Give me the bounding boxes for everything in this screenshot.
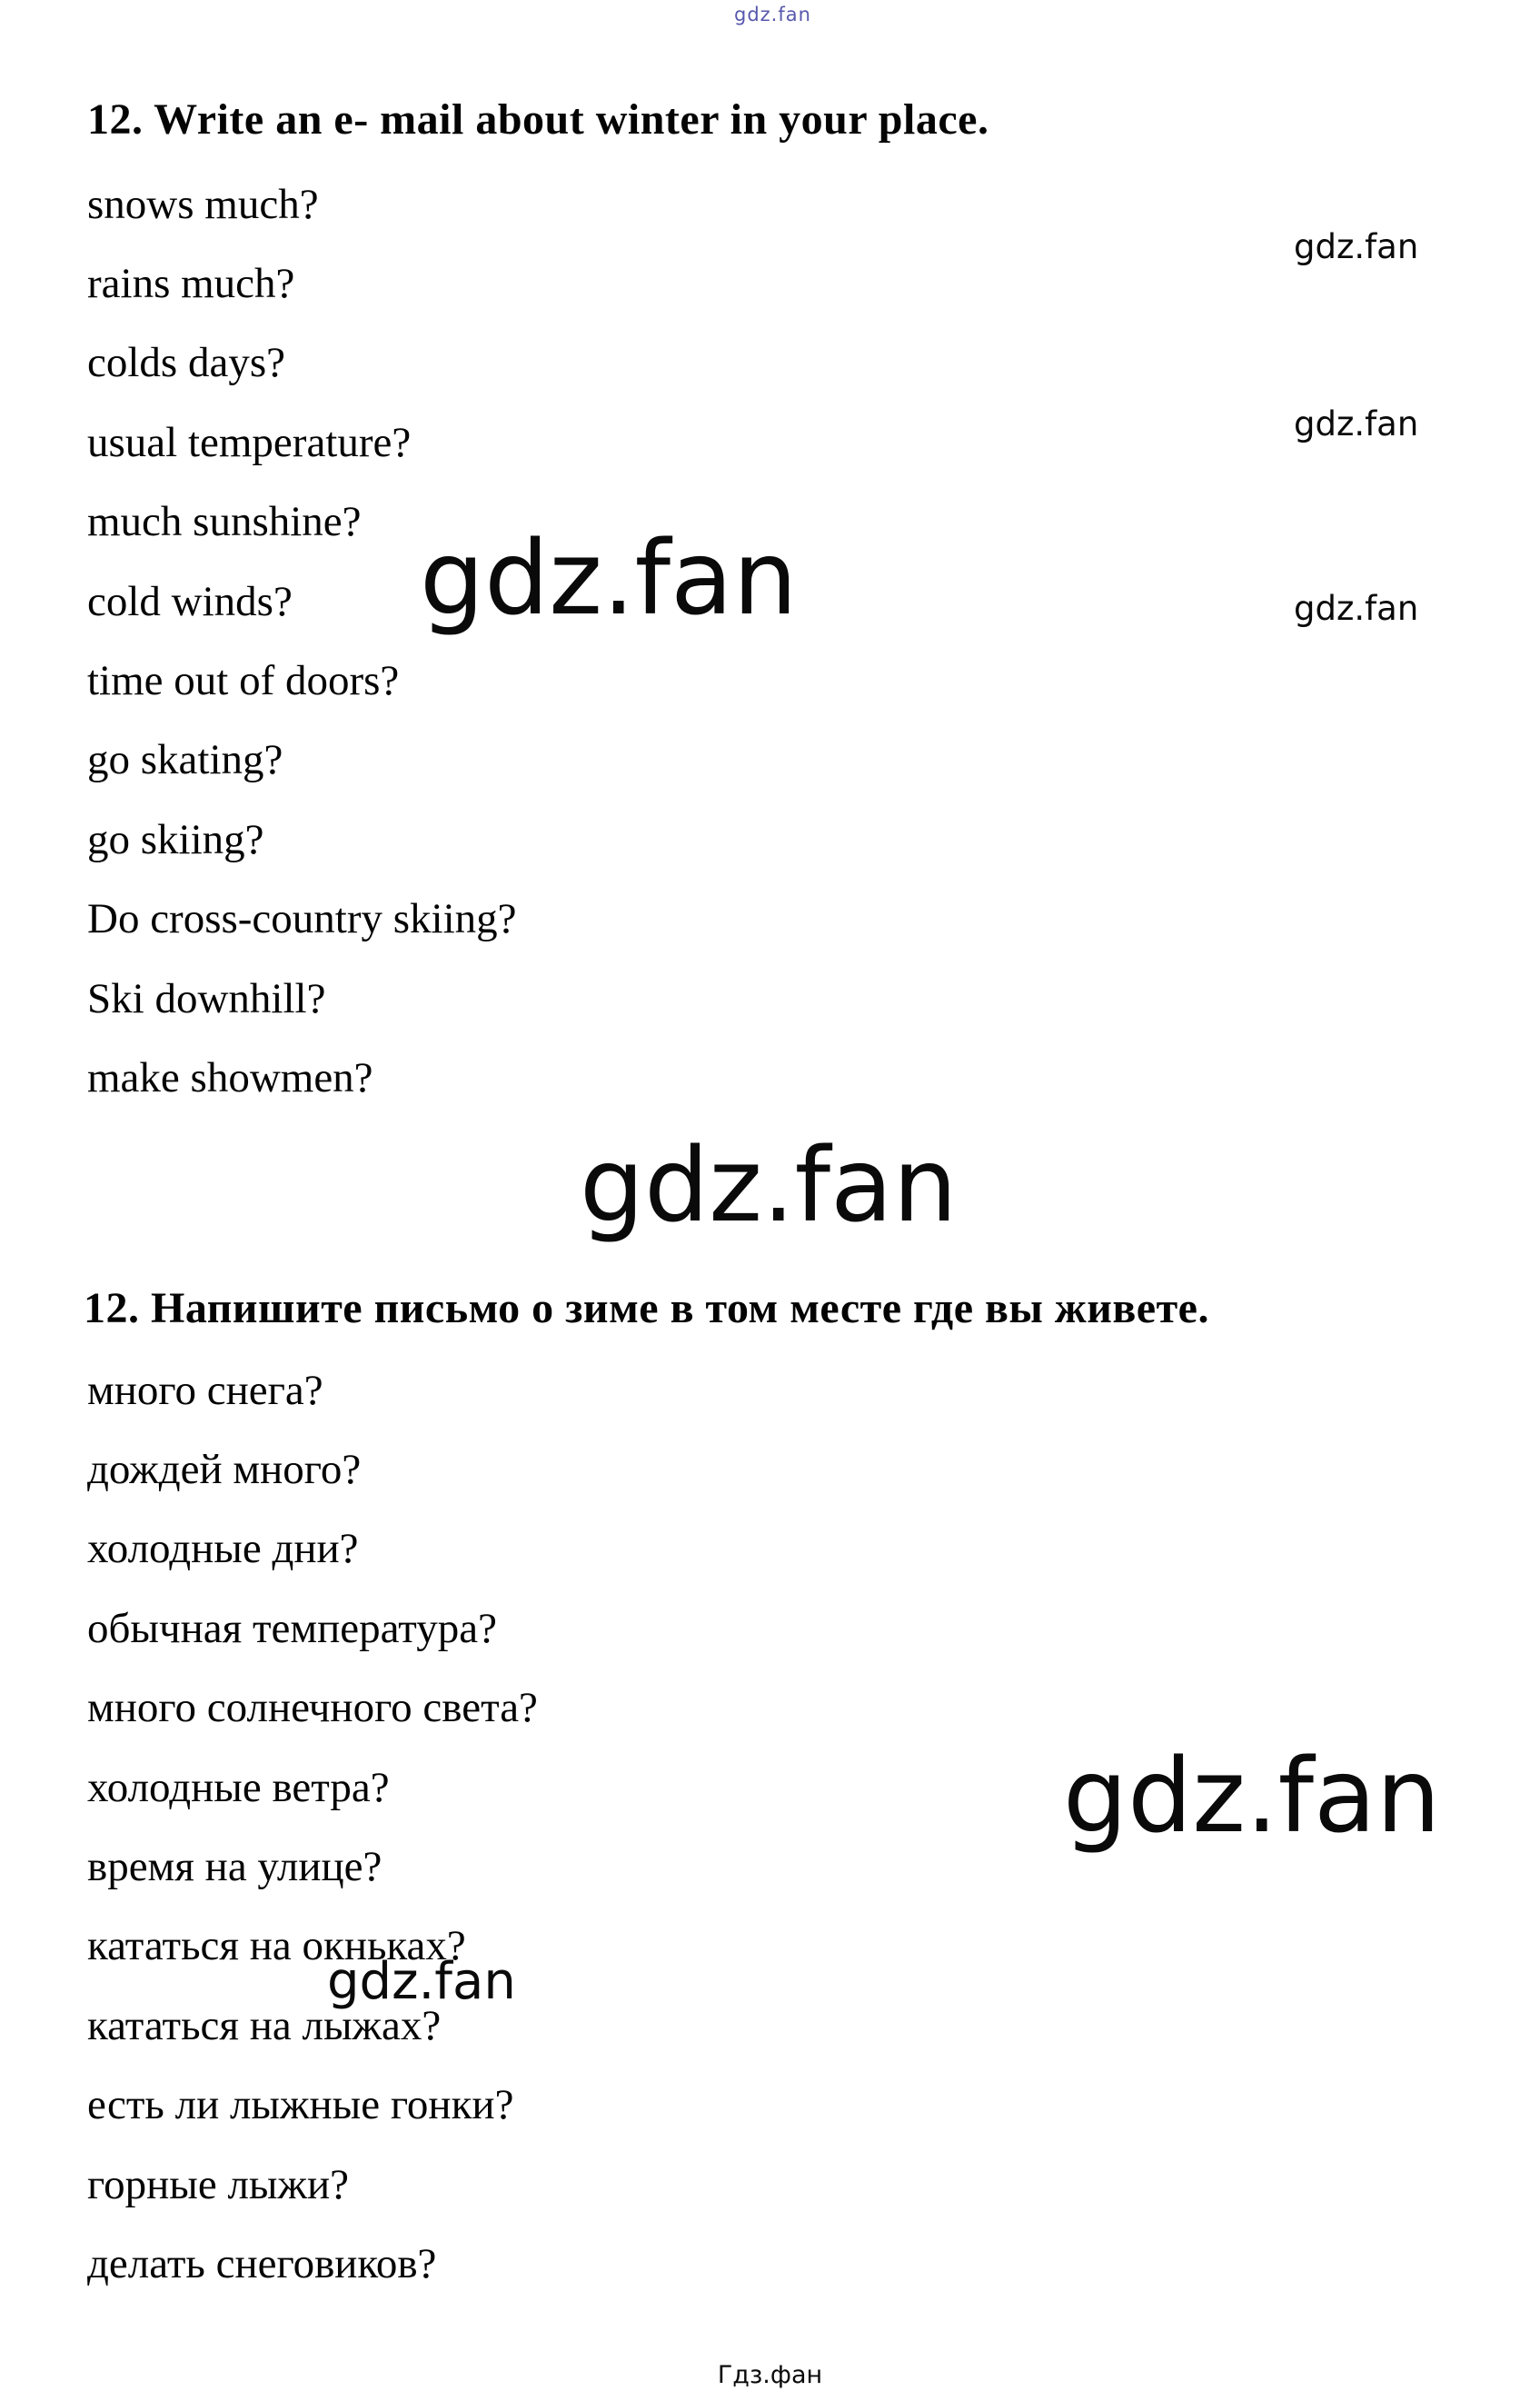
- list-item: обычная температура?: [87, 1604, 497, 1652]
- list-item: go skating?: [87, 736, 283, 784]
- list-item: go skiing?: [87, 815, 264, 863]
- list-item: много снега?: [87, 1366, 323, 1414]
- list-item: горные лыжи?: [87, 2160, 349, 2208]
- list-item: cold winds?: [87, 577, 293, 625]
- site-watermark-large-2: gdz.fan: [580, 1127, 958, 1245]
- list-item: much sunshine?: [87, 498, 362, 546]
- list-item: make showmen?: [87, 1053, 373, 1101]
- footer-brand: Гдз.фан: [717, 2361, 823, 2389]
- list-item: дождей много?: [87, 1446, 362, 1494]
- list-item: Do cross-country skiing?: [87, 895, 517, 943]
- site-watermark-right-1: gdz.fan: [1294, 227, 1419, 266]
- russian-task-heading: 12. Напишите письмо о зиме в том месте где вы живете.: [84, 1284, 1209, 1332]
- site-watermark-large-3: gdz.fan: [1063, 1738, 1441, 1856]
- list-item: делать снеговиков?: [87, 2239, 437, 2287]
- list-item: холодные ветра?: [87, 1763, 390, 1811]
- english-task-heading: 12. Write an e- mail about winter in your place.: [87, 95, 989, 144]
- site-watermark-large-1: gdz.fan: [420, 520, 798, 638]
- list-item: time out of doors?: [87, 657, 400, 705]
- list-item: время на улице?: [87, 1843, 383, 1891]
- list-item: rains much?: [87, 260, 295, 308]
- site-watermark-top: gdz.fan: [734, 4, 811, 25]
- list-item: есть ли лыжные гонки?: [87, 2081, 514, 2129]
- english-question-list: [87, 164, 517, 1118]
- site-watermark-right-3: gdz.fan: [1294, 589, 1419, 628]
- site-watermark-right-2: gdz.fan: [1294, 404, 1419, 443]
- list-item: usual temperature?: [87, 418, 412, 466]
- list-item: Ski downhill?: [87, 974, 326, 1022]
- russian-question-list: [87, 1350, 538, 2304]
- list-item: кататься на окньках?: [87, 1922, 466, 1970]
- list-item: много солнечного света?: [87, 1684, 538, 1732]
- list-item: кататься на лыжах?: [87, 2001, 442, 2049]
- list-item: холодные дни?: [87, 1525, 359, 1573]
- list-item: snows much?: [87, 180, 319, 228]
- site-watermark-inline: gdz.fan: [327, 1952, 516, 2011]
- list-item: colds days?: [87, 339, 285, 387]
